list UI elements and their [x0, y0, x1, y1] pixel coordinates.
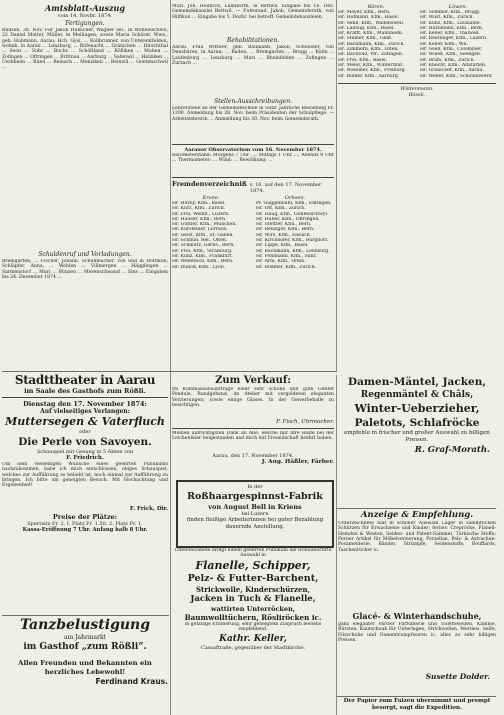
keller-tail: in gefällige Erinnerung, sehr geneigtem Zuspruch bestens empfehlend. — [184, 622, 322, 633]
guest-entry: Hr. Schmutz, Gerbs., Bern. — [172, 243, 235, 249]
ad-damen-maentel — [338, 375, 496, 507]
section-title-rehabilitationen: Rehabilitationen. — [226, 37, 280, 44]
guest-entry: Hr. Sommer, Kfm., Brugg. — [420, 10, 481, 15]
guest-entry: Hr. Kunz, Kfm., Frankfurt. — [172, 253, 234, 259]
guest-entry: Hr. Meyer, Kfm., Bern. — [338, 10, 391, 15]
divider — [172, 144, 334, 145]
guest-entry: Hr. Meier, Kfm., Winterthur. — [338, 62, 404, 68]
sewing-text: Unterzeichnete hält in schöner Auswahl Lager in sämmtlichen Schürzen für Erwachsene und Kinder; ferner: Crepröcke, Flanell-Hemden & Westen, Seiden- und Patent-Sammet, Türkische Stoffe; Ferner Artikel für Möbelverzierung, Porzellan, Pelz- & Astrachan-Posamenterie, Bänder, Strümpfe, Seidenstoffe, Bouffards, Taschentücher ic. — [338, 521, 496, 553]
ad-separator — [337, 508, 496, 509]
guest-entry: Hr. Gränicher, Kfm., Aarau. — [420, 68, 484, 74]
guest-list-cont — [338, 4, 496, 79]
guest-entry: Hr. Wirz, Kfm., Sissach. — [256, 232, 312, 238]
mode-line-3: Paletots, Schlafröcke — [354, 417, 480, 429]
guest-entry: Hr. Bühler, Kfm., Aarburg. — [338, 73, 400, 79]
guest-entry: Hr. Fehlmann, Kfm., Suhr. — [256, 253, 317, 259]
ad-keller — [172, 548, 334, 713]
theater-author: F. Friedrich. — [66, 455, 104, 461]
keller-name: Kathr. Keller, — [219, 634, 287, 644]
guest-entry: Hr. Kunz, Kfm., Lausanne. — [420, 20, 482, 26]
hotel-krone: Krone. — [202, 195, 220, 201]
rosshaar-text: finden fleißige Arbeiterinnen bei guter Bezahlung dauernde Anstellung. — [186, 517, 324, 530]
keller-line-6: Baumwolltüchern, Rösliröcken ic. — [184, 613, 322, 622]
guest-list-cont-right — [420, 4, 496, 79]
dance-signature: Ferdinand Kraus. — [95, 677, 168, 686]
guest-entry: Hr. Kurz, Kfm., Zürich. — [172, 206, 226, 212]
rosshaar-pre: In der — [247, 484, 263, 490]
theater-request: Auf vielseitiges Verlangen: — [40, 408, 130, 415]
text-fertigungen: Bünzen, 28. Nov. Für Jakob Hübscher, Wagner sel., in Wohlenschwil, 22 Daniel Matter, Müller, in Mellingen; sowie Maria Schärer, Wwe., geb. Hubmann, Aarau; Hch. Gysi, ... Kollbrunner, von Unterentfelden, wohnh. in Aarau ... Lenzburg, ... Rüfenacht ... Gränichen ... Hirschthal ... Seon ... Suhr ... Buchs ... Schöftland ... Kölliken ... Muhen ... Zofingen ... Oftringen ... Brittnau ... Aarburg ... Safenwil ... Holziken ... Uerkheim ... Rued ... Reinach ... Menziken ... Beinwil ... Gontenschwil ... — [2, 28, 168, 71]
keller-line-5: wattirten Unterröcken, — [210, 605, 296, 613]
ad-anzeige-empfehlung — [338, 510, 496, 695]
theater-prices-heading: Preise der Plätze: — [52, 513, 118, 521]
divider — [172, 177, 334, 178]
sewing-gloves: Glacé- & Winterhandschuhe, — [352, 611, 482, 621]
rosshaar-location: bei Luzern — [241, 511, 269, 517]
guest-entry: Hr. Wüst, Kfm., Zürich. — [420, 15, 474, 21]
sewing-text-2: ganz eleganter Pariser Parfumerie und Toiletteseifen, Kämme, Bürsten, Kautschouk für Unterlagen, Strickwollen, Merinos, Seife, Filzschuhe und Damentrumpfwaren ic. alles zu sehr billigen Preisen. — [338, 622, 496, 644]
ads-top-rule — [2, 371, 336, 372]
dance-venue: im Gasthof „zum Rößli“. — [23, 642, 147, 652]
hotel-wildenmann: Wildenmann. — [400, 85, 434, 92]
theater-director: F. Frick, Dir. — [129, 506, 168, 512]
guest-list-cont-left — [338, 4, 414, 79]
guest-entry: Hr. Frei, Weinh., Luzern. — [172, 211, 230, 217]
guest-entry: Hr. Kirchhofer, Kfm., Burgdorf. — [256, 238, 329, 244]
theater-text: Um dem vielseitigen Wunsche eines geehrten Publikums nachzukommen, habe ich mich entschlossen, obiges Schauspiel, welches zur Aufführung so beliebt ist, noch einmal zur Aufführung zu bringen. Ich bitte um geneigten Besuch. Mit Hochachtung und Ergebenheit! — [2, 462, 168, 489]
theater-play-2: Die Perle von Savoyen. — [18, 436, 152, 448]
guest-entry: Hr. Krafft, Kfm., Mannheim. — [338, 31, 404, 37]
text-stellen: Lehrerstelle an der Gemeindeschule in Suhr. Jährliche Besoldung Fr. 1200. Anmeldung bis 28. Nov. beim Präsidenten der Schulpflege. — Arbeitslehrerin ... Anmeldung bis 30. Nov. beim Gemeinderath. — [172, 106, 334, 122]
guest-list-left — [172, 195, 250, 270]
guest-entry: Hr. Hürny, Kfm., Basel. — [172, 201, 226, 206]
papier-text: Der Papier zum Falzen übernimmt und prompt besorgt, sagt die Expedition. — [343, 698, 491, 711]
ad-rosshaar — [176, 480, 334, 548]
dance-text: Allen Freunden und Bekannten ein herzliches Lebewohl! — [18, 659, 152, 676]
column-notices — [172, 4, 334, 370]
guest-entry: Hr. Geist, Kfm., St. Gallen. — [172, 232, 234, 238]
guest-entry: Hr. Bachmann, Kfm., Zürich. — [338, 41, 405, 47]
text-muri: Muri. Joh. Heinrich, Landwirth, in Bettwil. Eingabe bis 16. Dez. Gemeindekanzlei Bettwil. — Futteraad. Jakob, Gemeinderath, von Hilfikon ... Eingabe bis 5. Dezbr. bei betreff. Gemeindekanzleien. — [172, 4, 334, 20]
section-title-fertigungen: Fertigungen. — [65, 20, 105, 27]
theater-title: Stadttheater in Aarau — [14, 374, 156, 387]
keller-line-1: Flanelle, Schipper, — [195, 559, 311, 572]
column-rule-right — [336, 375, 337, 715]
ad-separator — [337, 696, 496, 697]
guest-list-date: v. 16. auf den 17. November 1874. — [249, 182, 322, 194]
mode-line-2: Winter-Ueberzieher, — [354, 402, 480, 415]
ad-separator — [2, 615, 169, 616]
guest-entry: Hr. Knecht, Kfm., Altstätten. — [420, 62, 487, 68]
theater-date: Dienstag den 17. November 1874: — [23, 400, 147, 408]
divider — [338, 83, 496, 84]
section-title-stellen: Stellen-Ausschreibungen. — [213, 98, 292, 105]
dance-on: am Jahrmarkt — [63, 634, 107, 641]
guest-entry: Hr. Hauser, Kfm., Bern. — [172, 216, 227, 222]
observatorium-heading: Aarauer Observatorium vom 16. November 1874. — [184, 147, 322, 153]
guest-entry: Hr. Hürlimann, Kfm., Bern. — [420, 25, 484, 31]
guest-entry: Hr. Steiner, Kfm., Genf. — [338, 36, 393, 42]
guest-entry: Hr. Ott, Kfm., Zürich. — [256, 206, 306, 212]
column-guest-list-cont — [338, 4, 496, 370]
guest-entry: Hr. Güttler, Kfm., München. — [172, 222, 237, 228]
theater-oder: oder — [79, 429, 91, 435]
ad-verkauf — [172, 374, 334, 476]
hotel-baeren: Bären. — [367, 4, 385, 10]
guest-entry: Hr. Frei, Kfm., Basel. — [338, 57, 388, 63]
guest-entry: Hr. Weinreich, Kfm., Bern. — [172, 259, 234, 265]
keller-address: Cassaftraße, gegenüber der Stadtkirche. — [201, 645, 305, 651]
guest-entry: Hr. Stettler, Kfm., Bern. — [256, 222, 312, 228]
rosshaar-owner: von August Bell in Kriens — [208, 503, 302, 511]
keller-line-3: Strickwolle, Kinderschürzen, — [196, 585, 310, 594]
guest-entry: Hr. Schmid, Ref., Olten. — [172, 238, 228, 244]
theater-genre: Schauspiel mit Gesang in 5 Akten von — [36, 449, 134, 455]
theater-play-1: Muttersegen & Vaterfluch — [5, 415, 165, 428]
ad-papier — [338, 698, 496, 714]
column-official-gazette — [2, 4, 168, 370]
guest-entry: Hr. Bächtold, Pfr., Zofingen. — [338, 52, 404, 58]
guest-entry: Hr. Bräm, Kfm., Zürich. — [420, 57, 475, 63]
theater-prices: Sperrsitz Fr. 2, I. Platz Fr. 1.50, 2. Platz Fr. 1. — [27, 521, 143, 527]
guest-list-right — [256, 195, 334, 270]
sewing-name: Susette Dolder. — [425, 672, 490, 681]
ad-tanzbelustigung — [2, 617, 168, 713]
text-schuldenruf: Bremgarten, ... Fischer, Johann, Schuhmacher, von und in Dottikon; Schläpfer, Anna, ... Wohlen ... Villmergen ... Hägglingen ... Sarmenstorf ... Muri ... Bünzen ... Merenschwand ... Sins ... Eingaben bis 24. Dezember 1874 ... — [2, 259, 168, 281]
guest-entry: Pf. Guggenbühl, Kfm., Entingen. — [256, 201, 332, 206]
guest-list — [172, 195, 334, 270]
rosshaar-title: Roßhaargespinnst-Fabrik — [187, 491, 323, 502]
keller-line-4: Jacken in Tuch & Flanelle, — [190, 594, 316, 604]
guest-entry: Hr. Ludwig, Kfm., Basel. — [338, 25, 395, 31]
guest-entry: Hr. Zimmerli, Kfm., Olten. — [338, 47, 399, 53]
theater-venue: im Saale des Gasthofs zum Rößli. — [24, 387, 146, 395]
verkauf-sign: F. Fisch, Uhrmacher. — [276, 419, 334, 425]
guest-entry: Hr. Frei, Kfm., Straßburg. — [172, 248, 233, 254]
scan-edge: · · · · · — [496, 472, 498, 518]
guest-entry: Hr. Bachmann, Kfm., Lenzburg. — [256, 248, 330, 254]
text-rehabilitationen: Aarau. Frau Wittwer, geb. Baumann, Jakob, Schneider, von Densbüren, in Aarau; ... Baden, ... Bremgarten ... Brugg ... Kulm ... Laufenburg ... Lenzburg ... Muri ... Rheinfelden ... Zofingen ... Zurzach ... — [172, 45, 334, 67]
mode-line-1: Regenmäntel & Châls, — [360, 390, 474, 400]
divider — [2, 397, 168, 398]
keller-lead: Unterzeichnete bringt einem geehrten Publikum die wohlassortirte Auswahl in — [174, 548, 332, 559]
dance-title: Tanzbelustigung — [19, 617, 151, 633]
text-observatorium: Barometerstand: Morgens 7 Uhr ...; Mittags 1 Uhr ...; Abends 9 Uhr ... Thermometer: ... Wind: ... Bewölkung: ... — [172, 153, 334, 164]
guest-entry: Hr. Senn, Kfm., Wädensweil. — [338, 20, 405, 26]
guest-entry: Hr. Weber, Kfm., Schönenwerd. — [420, 73, 494, 79]
dank-date: Aarau, den 17. November 1874. — [212, 453, 294, 459]
guest-entry: Hr. Reutlinger, Kfm., Luzern. — [420, 36, 488, 42]
hotel-roessli: Rössli. — [408, 91, 426, 98]
column-rule-mid — [336, 0, 337, 372]
guest-entry: Hr. Wüest, Kfm., Seengen. — [420, 52, 482, 58]
guest-entry: Hr. Benziger, Kfm., Bern. — [256, 227, 315, 233]
guest-entry: Hr. Arni, Kfm., Olten. — [256, 259, 306, 265]
guest-entry: Hr. Hofmann, Kfm., Basel. — [338, 15, 400, 21]
mode-text: empfehle in frischer und großer Auswahl zu billigen Preisen. — [344, 430, 490, 443]
guest-entry: Hr. Lippe, Kfm., Basel. — [256, 243, 309, 249]
dank-signer: J. Aug. Häßler, Färber. — [261, 459, 334, 465]
guest-entry: Hr. Gsell, Kfm., Colombier. — [420, 47, 483, 53]
gazette-date: vom 14. Novbr. 1874. — [57, 13, 113, 19]
divider — [172, 428, 334, 429]
guest-entry: Hr. Haug, Kfm., Gontenschwyl. — [256, 211, 329, 217]
guest-entry: Hr. Huber, Kfm., Oftringen. — [256, 216, 320, 222]
guest-entry: Hr. Wassmer, Kfm., Freiburg. — [338, 68, 407, 74]
guest-entry: Hr. Bodmer, Kfm., Zürich. — [256, 264, 317, 270]
guest-entry: Hr. Rudolf, Kfm., Lyon. — [172, 264, 226, 270]
hotel-loewen: Löwen. — [448, 4, 468, 10]
sewing-title: Anzeige & Empfehlung. — [360, 510, 474, 520]
column-rule-left — [170, 0, 171, 715]
mode-title: Damen-Mäntel, Jacken, — [348, 376, 486, 388]
theater-times: Kassa-Eröffnung 7 Uhr. Anfang halb 8 Uhr. — [22, 527, 148, 533]
verkauf-title: Zum Verkauf: — [215, 375, 291, 386]
dank-text: Meinen aufrichtigsten Dank an Alle, welche mir ihre Hülfe bei der Leichenfeier beigestanden und mich mit Freundschaft beehrt haben. — [172, 431, 334, 442]
guest-entry: Hr. Keller, Kfm., Wil. — [420, 41, 468, 47]
verkauf-text: Im Kommissionsauftrage einer sehr schöne und gute Genfer Pendule, Rundgehend, im Atelier mit vergoldeten eleganten Verzierungen; sowie einige Glases. In der Gewerbehalle zu besichtigen. — [172, 387, 334, 409]
section-title-schuldenruf: Schuldenruf und Vorladungen. — [38, 251, 132, 258]
guest-entry: Hr. Keller, Kfm., Thalweil. — [420, 31, 481, 37]
mode-name: R. Graf-Morath. — [414, 445, 490, 455]
guest-list-title: Fremdenverzeichniß — [172, 180, 247, 188]
hotel-ochsen: Ochsen. — [284, 195, 306, 201]
gazette-heading: Amtsblatt-Auszug — [45, 4, 125, 13]
guest-list-heading — [172, 180, 334, 194]
ad-stadttheater — [2, 374, 168, 614]
keller-line-2: Pelz- & Futter-Barchent, — [187, 573, 319, 584]
guest-entry: Hr. Kürsteiner, Lörrach. — [172, 227, 228, 233]
